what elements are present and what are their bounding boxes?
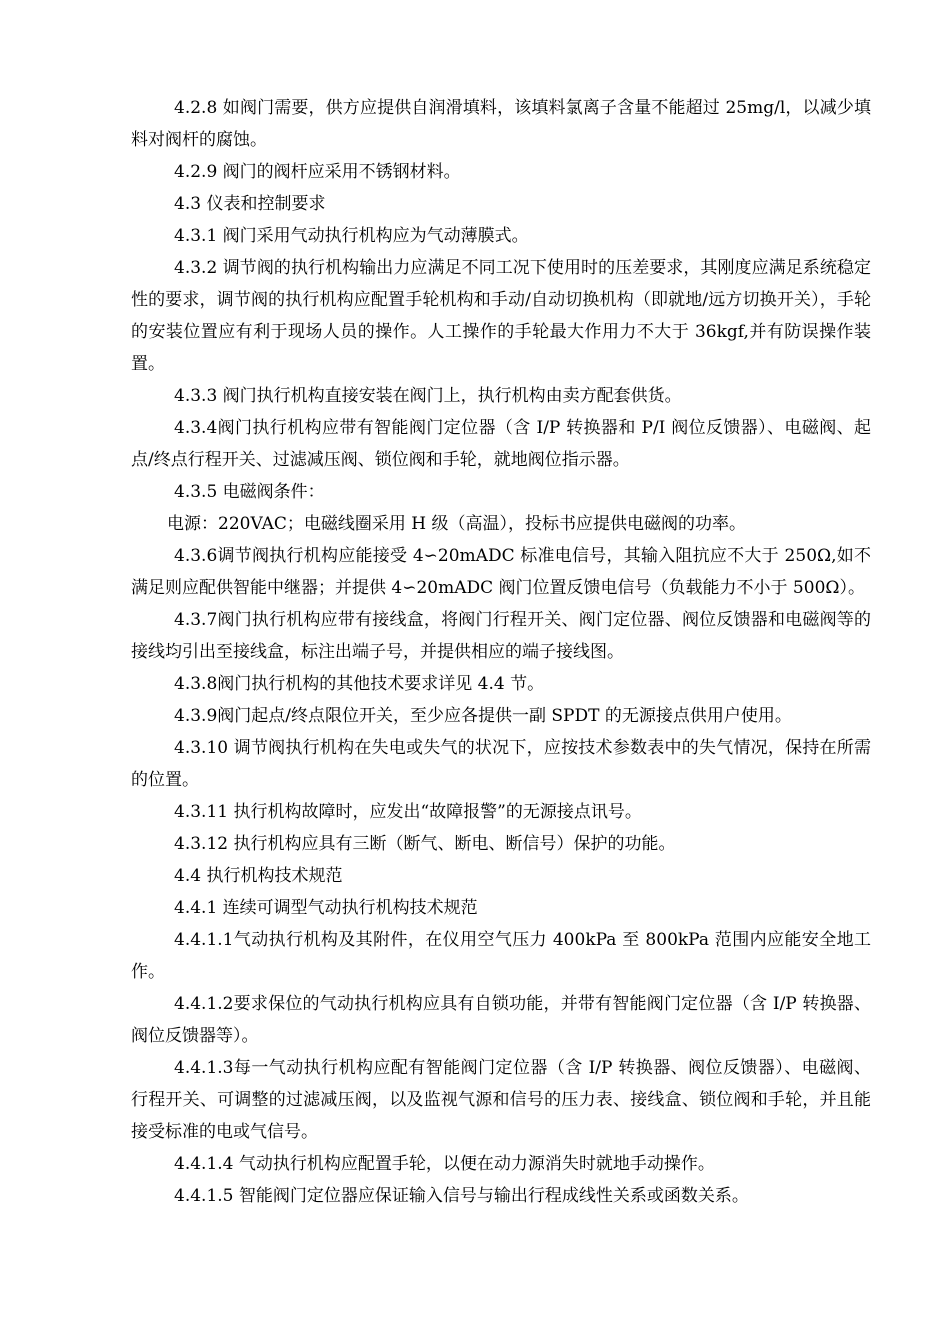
paragraph-4-3-3: 4.3.3 阀门执行机构直接安装在阀门上，执行机构由卖方配套供货。 [174,386,682,406]
paragraph-4-3-10: 4.3.10 调节阀执行机构在失电或失气的状况下，应按技术参数表中的失气情况，保持在所需的位置。 [131,738,871,790]
paragraph-4-3-7: 4.3.7阀门执行机构应带有接线盒，将阀门行程开关、阀门定位器、阀位反馈器和电磁阀等的接线均引出至接线盒，标注出端子号，并提供相应的端子接线图。 [131,610,871,662]
subsection-heading-4-4-1: 4.4.1 连续可调型气动执行机构技术规范 [174,898,478,918]
paragraph-4-2-9: 4.2.9 阀门的阀杆应采用不锈钢材料。 [174,162,461,182]
document-page [131,92,871,1212]
paragraph-4-3-5: 4.3.5 电磁阀条件： [174,482,325,502]
paragraph-4-4-1-4: 4.4.1.4 气动执行机构应配置手轮，以便在动力源消失时就地手动操作。 [174,1154,715,1174]
paragraph-4-3-1: 4.3.1 阀门采用气动执行机构应为气动薄膜式。 [174,226,529,246]
section-heading-4-4: 4.4 执行机构技术规范 [174,866,343,886]
paragraph-4-4-1-2: 4.4.1.2要求保位的气动执行机构应具有自锁功能，并带有智能阀门定位器（含 I/P 转换器、阀位反馈器等）。 [131,994,871,1046]
paragraph-4-4-1-3: 4.4.1.3每一气动执行机构应配有智能阀门定位器（含 I/P 转换器、阀位反馈器）、电磁阀、行程开关、可调整的过滤减压阀，以及监视气源和信号的压力表、接线盒、锁位阀和手轮，并且能接受标准的电或气信号。 [131,1058,871,1142]
paragraph-4-3-11: 4.3.11 执行机构故障时，应发出“故障报警”的无源接点讯号。 [174,802,642,822]
paragraph-4-3-8: 4.3.8阀门执行机构的其他技术要求详见 4.4 节。 [174,674,545,694]
paragraph-4-3-4: 4.3.4阀门执行机构应带有智能阀门定位器（含 I/P 转换器和 P/I 阀位反馈器）、电磁阀、起点/终点行程开关、过滤减压阀、锁位阀和手轮，就地阀位指示器。 [131,418,871,470]
paragraph-4-3-2: 4.3.2 调节阀的执行机构输出力应满足不同工况下使用时的压差要求，其刚度应满足系统稳定性的要求，调节阀的执行机构应配置手轮机构和手动/自动切换机构（即就地/远方切换开关），手轮的安装位置应有利于现场人员的操作。人工操作的手轮最大作用力不大于 36kgf,并有防误操作装置。 [131,258,871,374]
paragraph-4-3-6: 4.3.6调节阀执行机构应能接受 4∽20mADC 标准电信号，其输入阻抗应不大于 250Ω,如不满足则应配供智能中继器；并提供 4∽20mADC 阀门位置反馈电信号（负载能力不小于 500Ω）。 [131,546,871,598]
paragraph-4-4-1-5: 4.4.1.5 智能阀门定位器应保证输入信号与输出行程成线性关系或函数关系。 [174,1186,749,1206]
paragraph-4-3-9: 4.3.9阀门起点/终点限位开关，至少应各提供一副 SPDT 的无源接点供用户使用。 [174,706,792,726]
paragraph-4-3-12: 4.3.12 执行机构应具有三断（断气、断电、断信号）保护的功能。 [174,834,676,854]
paragraph-4-2-8: 4.2.8 如阀门需要，供方应提供自润滑填料，该填料氯离子含量不能超过 25mg/l，以减少填料对阀杆的腐蚀。 [131,98,871,150]
section-heading-4-3: 4.3 仪表和控制要求 [174,194,326,214]
paragraph-4-4-1-1: 4.4.1.1气动执行机构及其附件，在仪用空气压力 400kPa 至 800kPa 范围内应能安全地工作。 [131,930,871,982]
paragraph-power-supply: 电源：220VAC；电磁线圈采用 H 级（高温），投标书应提供电磁阀的功率。 [167,514,746,534]
